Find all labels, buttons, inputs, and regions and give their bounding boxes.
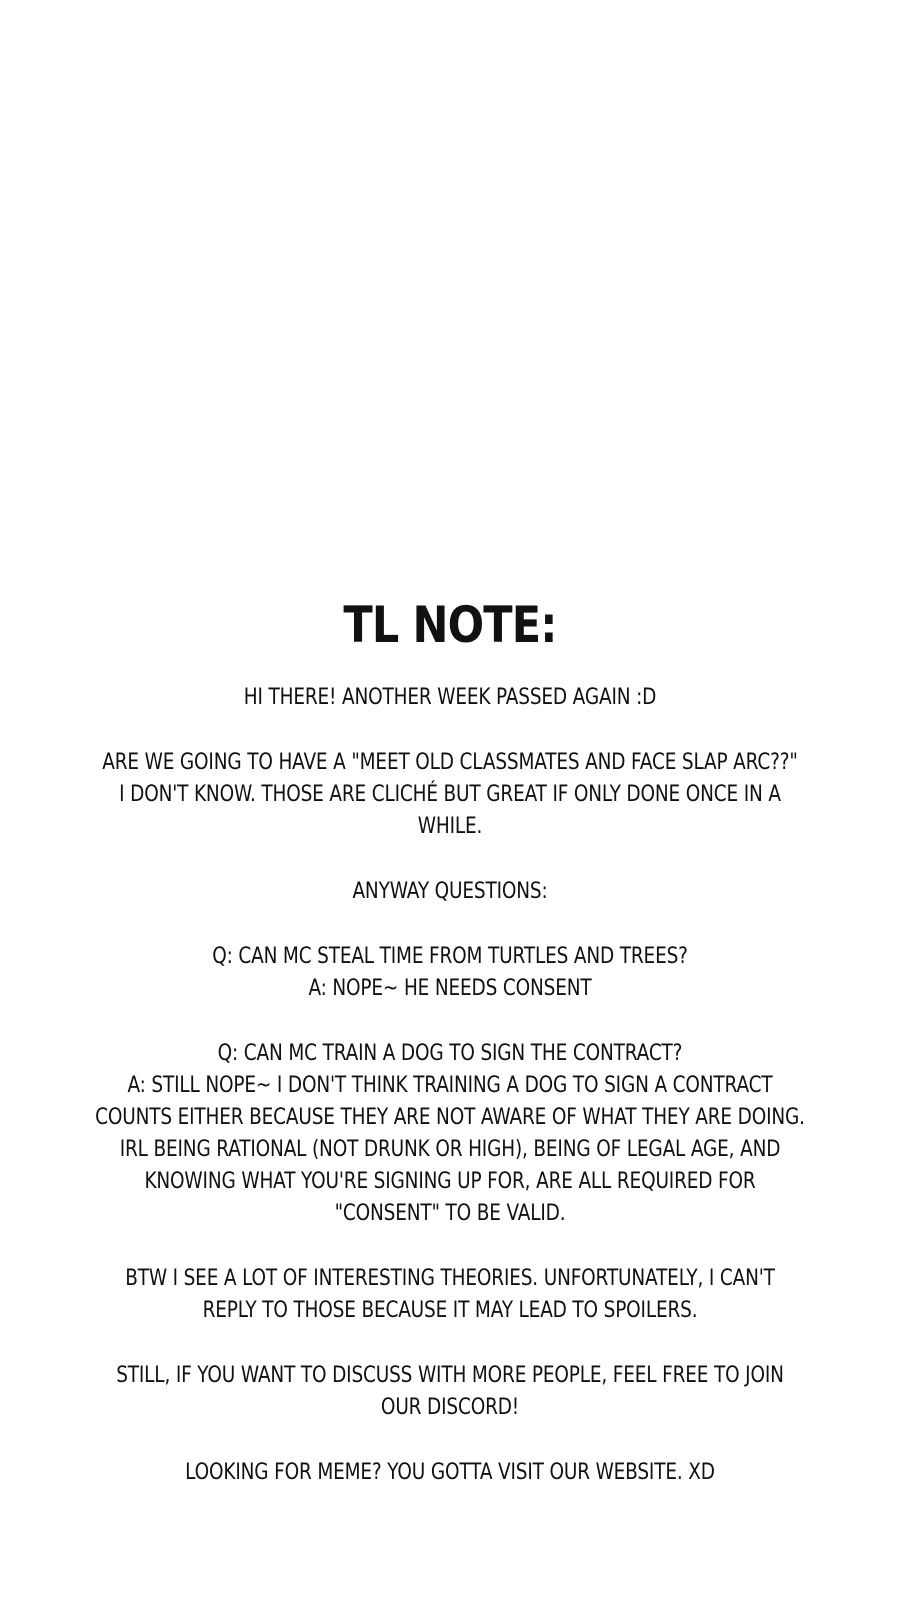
note-question: Q: CAN MC TRAIN A DOG TO SIGN THE CONTRACT?	[217, 1041, 683, 1066]
note-body	[0, 682, 900, 1489]
note-line: REPLY TO THOSE BECAUSE IT MAY LEAD TO SPOILERS.	[202, 1298, 698, 1323]
note-paragraph-greeting	[72, 682, 828, 714]
note-answer: A: NOPE~ HE NEEDS CONSENT	[308, 976, 592, 1001]
note-question: Q: CAN MC STEAL TIME FROM TURTLES AND TREES?	[212, 944, 688, 969]
note-line: OUR DISCORD!	[380, 1395, 520, 1420]
note-paragraph-qa-2	[72, 1038, 828, 1230]
note-line: STILL, IF YOU WANT TO DISCUSS WITH MORE PEOPLE, FEEL FREE TO JOIN	[116, 1363, 784, 1388]
note-line: ARE WE GOING TO HAVE A "MEET OLD CLASSMATES AND FACE SLAP ARC??"	[102, 750, 798, 775]
note-line: WHILE.	[417, 814, 483, 839]
note-title: TL NOTE:	[343, 596, 557, 654]
note-paragraph-discord	[72, 1360, 828, 1424]
note-answer: COUNTS EITHER BECAUSE THEY ARE NOT AWARE OF WHAT THEY ARE DOING.	[95, 1105, 805, 1130]
note-answer: KNOWING WHAT YOU'RE SIGNING UP FOR, ARE ALL REQUIRED FOR	[144, 1169, 756, 1194]
note-line: BTW I SEE A LOT OF INTERESTING THEORIES. UNFORTUNATELY, I CAN'T	[125, 1266, 775, 1291]
note-line: ANYWAY QUESTIONS:	[352, 879, 548, 904]
note-answer: A: STILL NOPE~ I DON'T THINK TRAINING A DOG TO SIGN A CONTRACT	[127, 1073, 773, 1098]
note-line: I DON'T KNOW. THOSE ARE CLICHÉ BUT GREAT IF ONLY DONE ONCE IN A	[119, 782, 781, 807]
note-paragraph-theories	[72, 1263, 828, 1327]
tl-note	[0, 596, 900, 1522]
note-paragraph-qa-1	[72, 941, 828, 1005]
note-paragraph-website	[72, 1457, 828, 1489]
note-paragraph-questions-heading	[72, 876, 828, 908]
note-answer: "CONSENT" TO BE VALID.	[334, 1201, 566, 1226]
note-line: HI THERE! ANOTHER WEEK PASSED AGAIN :D	[243, 685, 657, 710]
note-paragraph-arc	[72, 747, 828, 843]
note-line: LOOKING FOR MEME? YOU GOTTA VISIT OUR WEBSITE. XD	[185, 1460, 715, 1485]
note-answer: IRL BEING RATIONAL (NOT DRUNK OR HIGH), BEING OF LEGAL AGE, AND	[119, 1137, 781, 1162]
